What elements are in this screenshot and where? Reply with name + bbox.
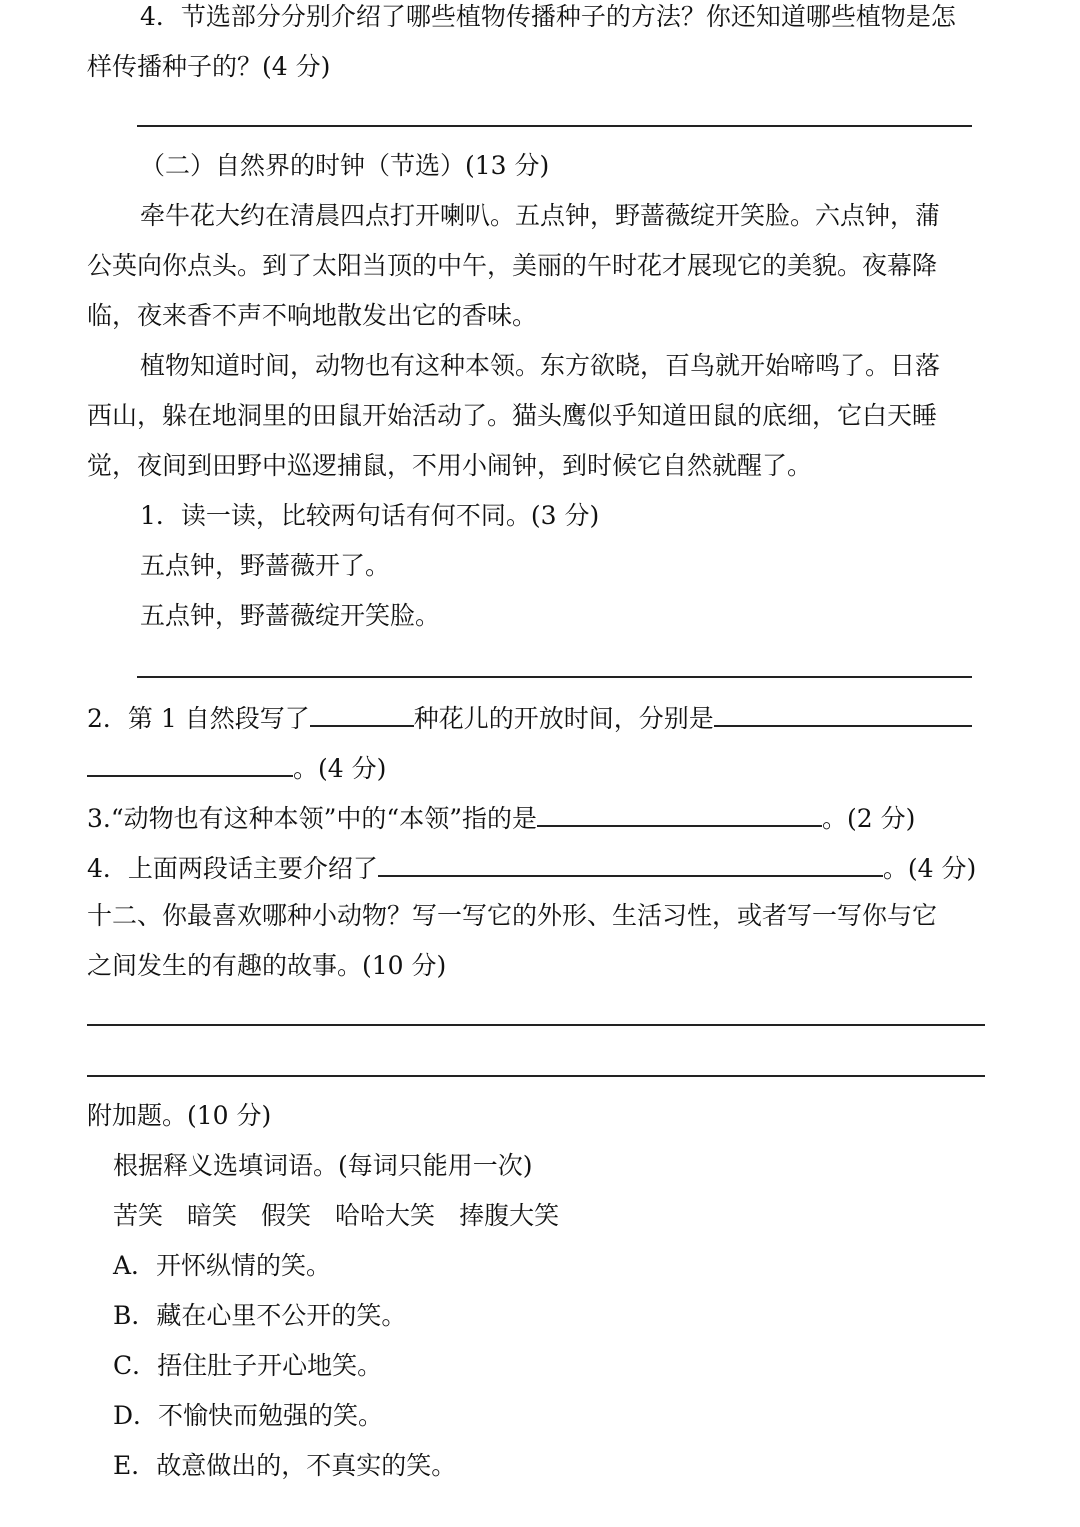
passage-line: 公英向你点头。到了太阳当顶的中午，美丽的午时花才展现它的美貌。夜幕降 xyxy=(87,251,938,280)
passage-line: 牵牛花大约在清晨四点打开喇叭。五点钟，野蔷薇绽开笑脸。六点钟，蒲 xyxy=(140,201,941,230)
question-2-text-a: 2．第 1 自然段写了 xyxy=(87,704,310,733)
answer-blank[interactable] xyxy=(310,703,414,727)
word-option: 苦笑 xyxy=(113,1201,164,1230)
q4-seed-question-line1: 4．节选部分分别介绍了哪些植物传播种子的方法？你还知道哪些植物是怎 xyxy=(140,2,956,31)
word-option: 哈哈大笑 xyxy=(335,1201,436,1230)
question-2 xyxy=(87,703,972,731)
definition-item-b: B．藏在心里不公开的笑。 xyxy=(113,1301,407,1330)
question-2-text-c: 。(4 分) xyxy=(293,754,387,783)
section-heading: （二）自然界的时钟（节选）(13 分) xyxy=(140,151,550,180)
word-options xyxy=(113,1203,583,1228)
question-4-text-b: 。(4 分) xyxy=(882,854,977,883)
passage-line: 植物知道时间，动物也有这种本领。东方欲晓，百鸟就开始啼鸣了。日落 xyxy=(140,351,941,380)
definition-item-d: D．不愉快而勉强的笑。 xyxy=(113,1401,384,1430)
word-option: 假笑 xyxy=(261,1201,312,1230)
writing-prompt-line1: 十二、你最喜欢哪种小动物？写一写它的外形、生活习性，或者写一写你与它 xyxy=(87,901,938,930)
question-3 xyxy=(87,803,915,831)
answer-blank[interactable] xyxy=(537,803,822,827)
sentence-1: 五点钟，野蔷薇开了。 xyxy=(140,551,391,580)
answer-line[interactable] xyxy=(137,676,972,678)
answer-blank[interactable] xyxy=(714,703,972,727)
writing-line[interactable] xyxy=(87,1024,985,1026)
definition-item-a: A．开怀纵情的笑。 xyxy=(113,1251,332,1280)
passage-line: 临，夜来香不声不响地散发出它的香味。 xyxy=(87,301,538,330)
writing-line[interactable] xyxy=(87,1075,985,1077)
question-4-text-a: 4．上面两段话主要介绍了 xyxy=(87,854,378,883)
definition-item-e: E．故意做出的，不真实的笑。 xyxy=(113,1451,457,1480)
bonus-instruction: 根据释义选填词语。(每词只能用一次) xyxy=(113,1151,533,1180)
answer-line[interactable] xyxy=(137,125,972,127)
question-3-text-b: 。(2 分) xyxy=(821,804,916,833)
question-4 xyxy=(87,853,976,881)
answer-blank[interactable] xyxy=(378,853,883,877)
answer-blank[interactable] xyxy=(87,753,293,777)
question-2-text-b: 种花儿的开放时间，分别是 xyxy=(413,704,714,733)
definition-item-c: C．捂住肚子开心地笑。 xyxy=(113,1351,383,1380)
question-3-text-a: 3.“动物也有这种本领”中的“本领”指的是 xyxy=(87,804,537,833)
passage-line: 觉，夜间到田野中巡逻捕鼠，不用小闹钟，到时候它自然就醒了。 xyxy=(87,451,813,480)
writing-prompt-line2: 之间发生的有趣的故事。(10 分) xyxy=(87,951,447,980)
bonus-title: 附加题。(10 分) xyxy=(87,1101,272,1130)
word-option: 捧腹大笑 xyxy=(459,1201,560,1230)
q4-seed-question-line2: 样传播种子的？(4 分) xyxy=(87,52,331,81)
question-1: 1．读一读，比较两句话有何不同。(3 分) xyxy=(140,501,600,530)
passage-line: 西山，躲在地洞里的田鼠开始活动了。猫头鹰似乎知道田鼠的底细，它白天睡 xyxy=(87,401,938,430)
word-option: 暗笑 xyxy=(187,1201,238,1230)
question-2-continued xyxy=(87,753,386,781)
sentence-2: 五点钟，野蔷薇绽开笑脸。 xyxy=(140,601,441,630)
